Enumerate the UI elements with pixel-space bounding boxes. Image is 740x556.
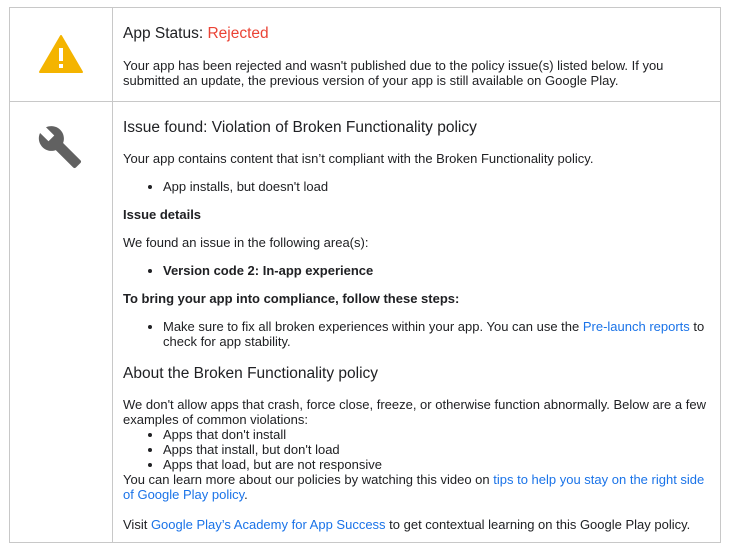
status-message: Your app has been rejected and wasn't published due to the policy issue(s) listed below. If you submitted an update, the previous version of your app is still available on Google Play.: [123, 58, 664, 88]
issue-intro: Your app contains content that isn’t compliant with the Broken Functionality policy.: [123, 151, 594, 166]
issue-bullets: [123, 179, 710, 194]
step-text: Make sure to fix all broken experiences within your app. You can use the: [163, 319, 583, 334]
violation-examples-list: [123, 427, 710, 472]
issue-details-heading: Issue details: [123, 207, 202, 222]
list-item: • Version code 2: In-app experience: [163, 263, 710, 278]
wrench-icon: [37, 124, 83, 170]
list-item: • Apps that load, but are not responsive: [163, 457, 710, 472]
list-item: • App installs, but doesn't load: [163, 179, 710, 194]
warning-icon: [38, 34, 84, 74]
status-label: App Status:: [123, 25, 208, 42]
issue-row: [10, 101, 720, 542]
list-item: • Apps that install, but don't load: [163, 442, 710, 457]
status-row: [10, 8, 720, 102]
issue-title: Issue found: Violation of Broken Functionality policy: [123, 119, 477, 136]
issue-details-intro: We found an issue in the following area(s):: [123, 235, 369, 250]
visit-end: to get contextual learning on this Google Play policy.: [385, 517, 691, 532]
about-intro: We don't allow apps that crash, force close, freeze, or otherwise function abnormally. Below are a few examples of common violations:: [123, 397, 706, 427]
status-icon-cell: [10, 8, 113, 101]
status-heading: [123, 25, 710, 43]
list-item: • Apps that don't install: [163, 427, 710, 442]
compliance-steps-list: [123, 319, 710, 349]
list-item: [163, 319, 710, 349]
policy-tips-video-link[interactable]: tips to help you stay on the right side of Google Play policy: [123, 472, 705, 502]
academy-text: [123, 517, 710, 532]
issue-icon-cell: [10, 101, 113, 542]
policy-status-card: [9, 7, 721, 543]
step-text-end: to check for app stability.: [163, 319, 705, 349]
academy-link[interactable]: Google Play’s Academy for App Success: [150, 517, 386, 532]
pre-launch-reports-link[interactable]: Pre-launch reports: [582, 319, 690, 334]
compliance-steps-heading: To bring your app into compliance, follow these steps:: [123, 291, 460, 306]
learn-end: .: [244, 487, 248, 502]
learn-text: You can learn more about our policies by watching this video on: [123, 472, 494, 487]
about-title: About the Broken Functionality policy: [123, 365, 379, 382]
status-badge: Rejected: [207, 25, 269, 42]
visit-text: Visit: [123, 517, 151, 532]
issue-details-list: [123, 263, 710, 278]
learn-more-text: [123, 472, 710, 502]
